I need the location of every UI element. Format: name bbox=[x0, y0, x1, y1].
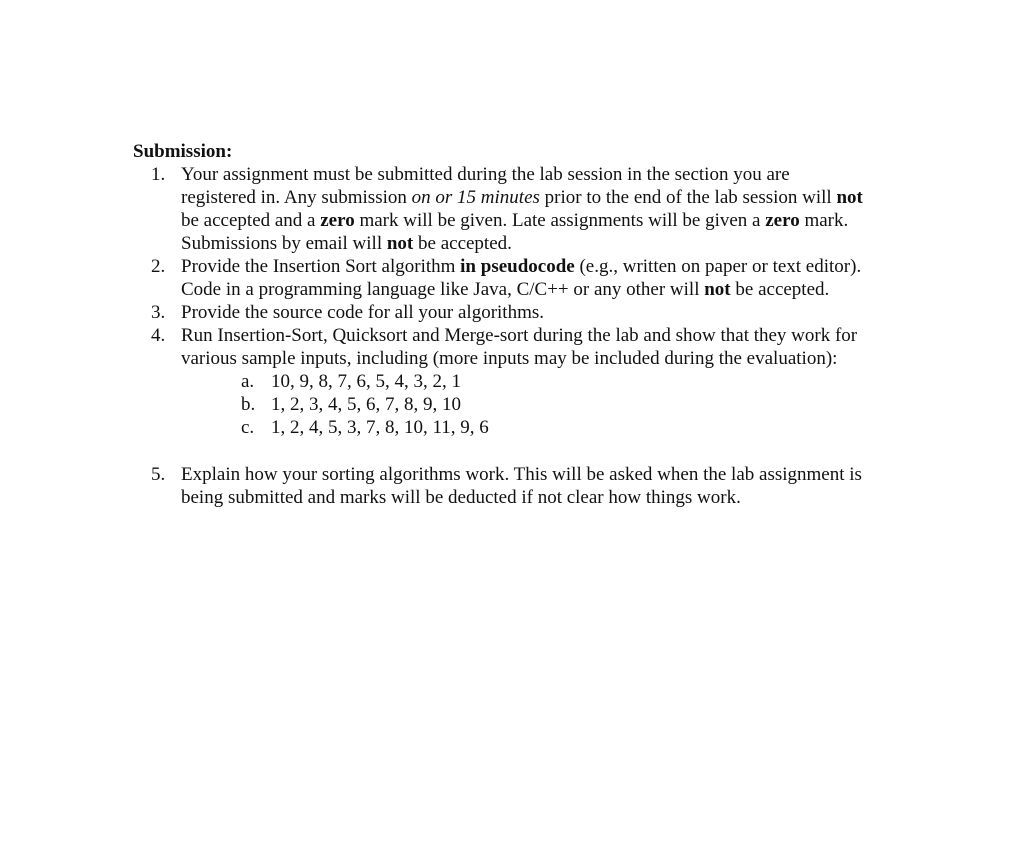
item-1-line-2: registered in. Any submission on or 15 minutes prior to the end of the lab session will not bbox=[181, 187, 863, 208]
subitem-letter: a. bbox=[241, 371, 255, 392]
item-1-line-4: Submissions by email will not be accepted. bbox=[181, 233, 512, 254]
subitem-text: 1, 2, 3, 4, 5, 6, 7, 8, 9, 10 bbox=[271, 394, 461, 415]
subitem-text: 10, 9, 8, 7, 6, 5, 4, 3, 2, 1 bbox=[271, 371, 461, 392]
item-2-line-1: Provide the Insertion Sort algorithm in pseudocode (e.g., written on paper or text editor). bbox=[181, 256, 862, 277]
item-1-line-1: Your assignment must be submitted during the lab session in the section you are bbox=[181, 164, 790, 185]
item-number: 2. bbox=[151, 256, 166, 277]
item-number: 5. bbox=[151, 464, 166, 485]
item-4-line-2: various sample inputs, including (more inputs may be included during the evaluation): bbox=[181, 348, 838, 369]
subitem-text: 1, 2, 4, 5, 3, 7, 8, 10, 11, 9, 6 bbox=[271, 417, 489, 438]
item-number: 3. bbox=[151, 302, 166, 323]
item-number: 1. bbox=[151, 164, 166, 185]
subitem-letter: c. bbox=[241, 417, 255, 438]
item-5-line-2: being submitted and marks will be deducted if not clear how things work. bbox=[181, 487, 741, 508]
section-heading: Submission: bbox=[133, 141, 233, 162]
item-3-line-1: Provide the source code for all your algorithms. bbox=[181, 302, 545, 323]
item-4-line-1: Run Insertion-Sort, Quicksort and Merge-sort during the lab and show that they work for bbox=[181, 325, 858, 346]
subitem-letter: b. bbox=[241, 394, 256, 415]
item-5-line-1: Explain how your sorting algorithms work. This will be asked when the lab assignment is bbox=[181, 464, 862, 485]
item-1-line-3: be accepted and a zero mark will be given. Late assignments will be given a zero mark. bbox=[181, 210, 849, 231]
item-number: 4. bbox=[151, 325, 166, 346]
item-2-line-2: Code in a programming language like Java, C/C++ or any other will not be accepted. bbox=[181, 279, 830, 300]
